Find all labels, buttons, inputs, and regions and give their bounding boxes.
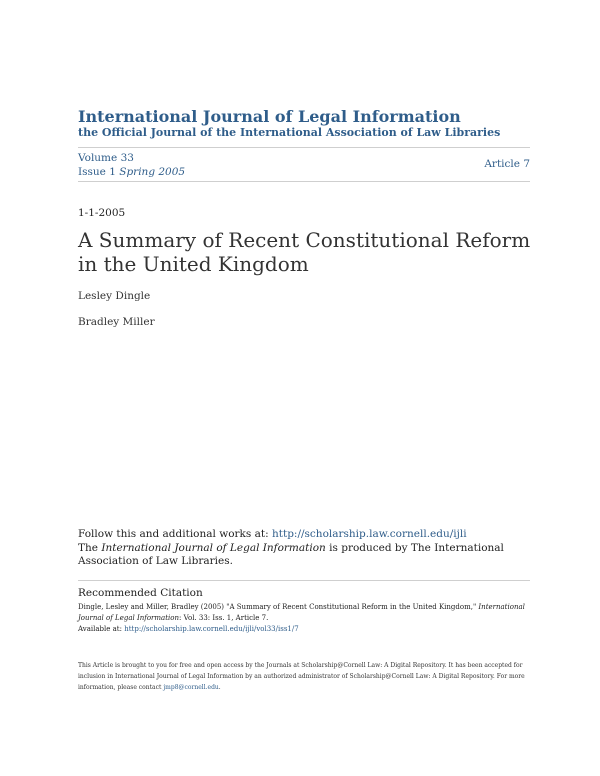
follow-prefix: Follow this and additional works at: — [78, 528, 272, 540]
journal-subtitle[interactable]: the Official Journal of the International Association of Law Libraries — [78, 126, 501, 139]
divider-bottom — [78, 181, 530, 182]
citation-body — [78, 602, 530, 635]
divider-top — [78, 147, 530, 148]
follow-line — [78, 528, 530, 542]
issue-link[interactable] — [78, 166, 185, 178]
producer-pre: The — [78, 541, 102, 554]
notice-end: . — [218, 684, 221, 691]
producer-post: is produced by The International Association of Law Libraries. — [78, 541, 504, 567]
citation-text: Dingle, Lesley and Miller, Bradley (2005) "A Summary of Recent Constitutional Reform in the United Kingdom," — [78, 603, 479, 611]
available-prefix: Available at: — [78, 625, 125, 633]
follow-section — [78, 528, 530, 569]
journal-title[interactable]: International Journal of Legal Information — [78, 107, 461, 126]
author-2: Bradley Miller — [78, 316, 155, 328]
author-1: Lesley Dingle — [78, 290, 151, 302]
issue-season: Spring 2005 — [119, 166, 186, 178]
citation-link[interactable]: http://scholarship.law.cornell.edu/ijli/vol33/iss1/7 — [124, 625, 299, 633]
citation-journal: International Journal of Legal Information — [78, 603, 525, 622]
publication-date: 1-1-2005 — [78, 207, 126, 219]
citation-volume: : Vol. 33: Iss. 1, Article 7. — [178, 614, 269, 622]
access-notice — [78, 660, 530, 693]
producer-journal: International Journal of Legal Information — [101, 541, 326, 554]
volume-link[interactable]: Volume 33 — [78, 152, 134, 164]
issue-number: Issue 1 — [78, 166, 116, 178]
repository-link[interactable]: http://scholarship.law.cornell.edu/ijli — [272, 528, 467, 540]
citation-heading: Recommended Citation — [78, 587, 203, 599]
contact-email-link[interactable]: jmp8@cornell.edu — [163, 684, 219, 691]
article-link[interactable]: Article 7 — [484, 158, 530, 170]
notice-text: This Article is brought to you for free and open access by the Journals at Scholarship@Cornell Law: A Digital Repository. It has been accepted for inclusion in International Journal of Legal Information by an authorized administrator of Scholarship@Cornell Law: A Digital Repository. For more information, please contact — [78, 662, 525, 691]
divider-citation — [78, 580, 530, 581]
article-title: A Summary of Recent Constitutional Reform in the United Kingdom — [78, 228, 531, 276]
producer-line — [78, 542, 530, 569]
